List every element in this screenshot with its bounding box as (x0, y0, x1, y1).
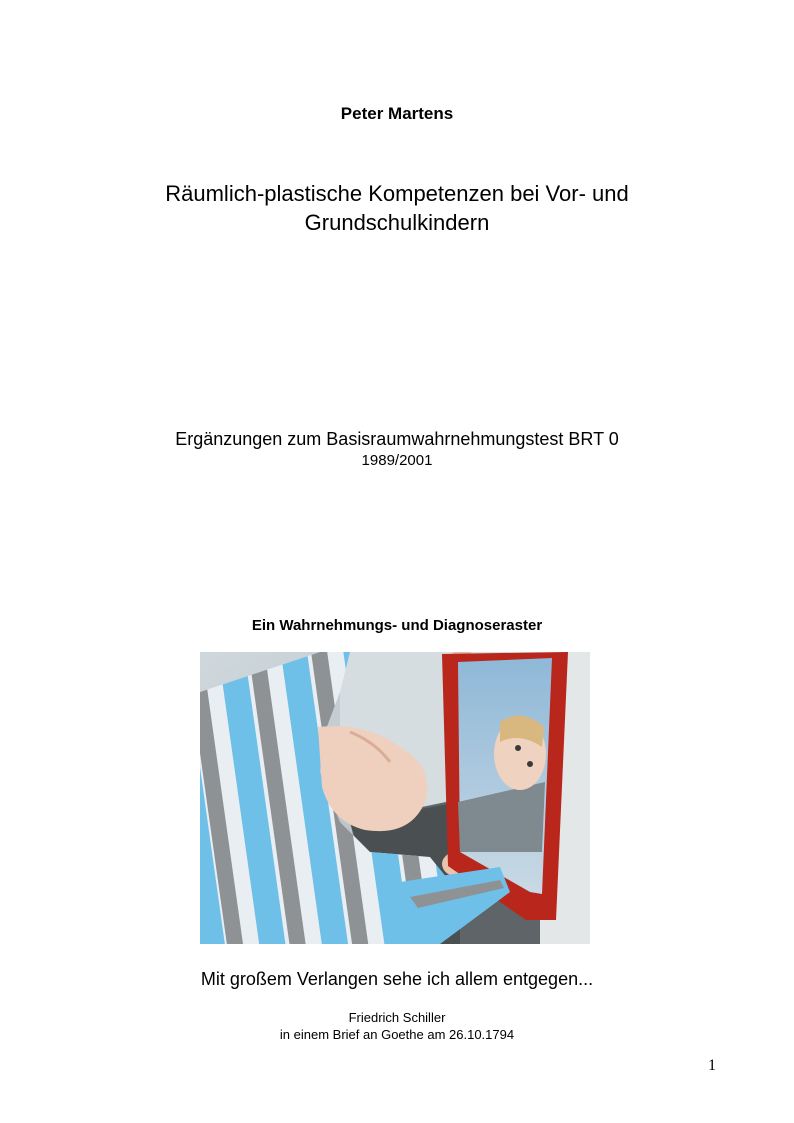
child-mirror-photo (200, 652, 590, 944)
title-line-1: Räumlich-plastische Kompetenzen bei Vor- und (165, 181, 629, 206)
raster-heading: Ein Wahrnehmungs- und Diagnoseraster (251, 617, 543, 634)
child-looking-into-mirror-photo-icon (200, 652, 590, 944)
supplement-heading: Ergänzungen zum Basisraumwahrnehmungstest BRT 0 (175, 429, 619, 449)
page-number: 1 (708, 1057, 716, 1074)
document-title (0, 179, 794, 237)
quote: Mit großem Verlangen sehe ich allem entgegen... (200, 969, 594, 989)
supplement-years: 1989/2001 (361, 452, 433, 469)
title-line-2: Grundschulkindern (304, 210, 490, 235)
author-name: Peter Martens (340, 104, 454, 123)
quote-source: in einem Brief an Goethe am 26.10.1794 (279, 1027, 515, 1042)
quote-author: Friedrich Schiller (348, 1010, 446, 1025)
